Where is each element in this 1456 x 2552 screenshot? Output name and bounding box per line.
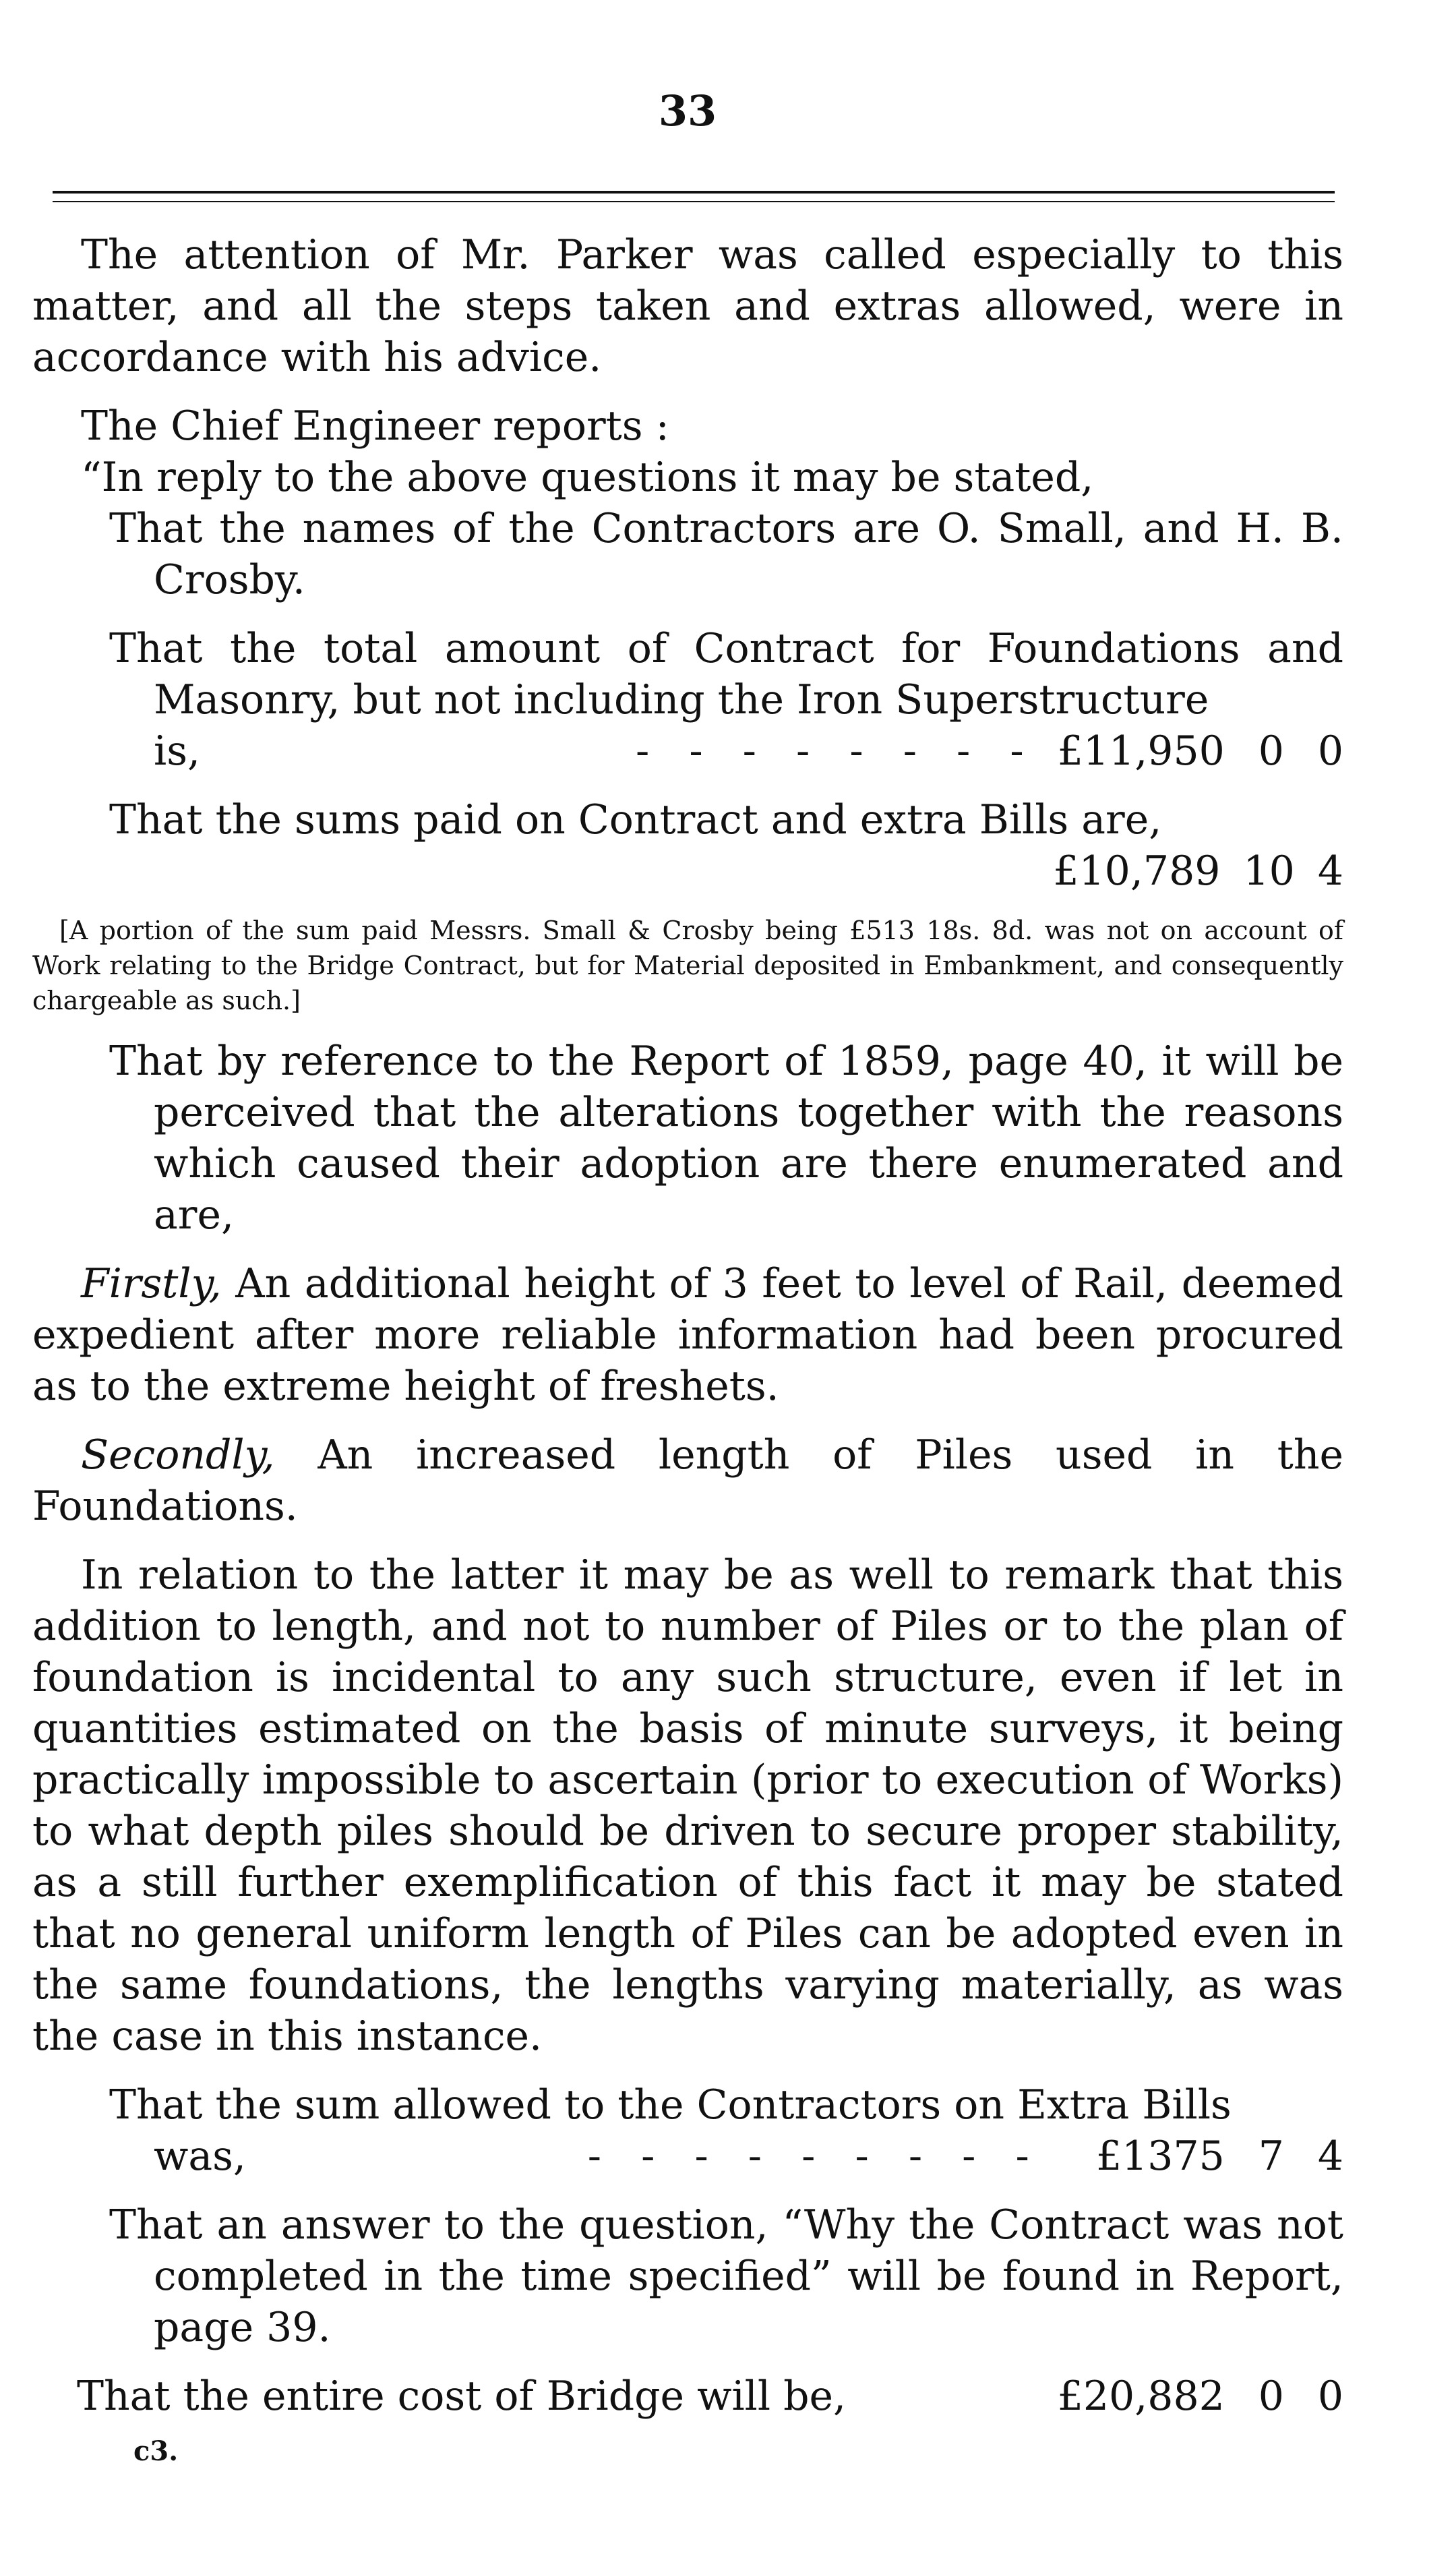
entire-cost-value — [1058, 2371, 1343, 2422]
extra-bills-text: That the sum allowed to the Contractors on Extra Bills — [109, 2081, 1232, 2129]
amount-pounds: £11,950 — [1057, 728, 1225, 775]
firstly-label: Firstly, — [81, 1260, 222, 1307]
paragraph-contractors: That the names of the Contractors are O. Small, and H. B. Crosby. — [109, 505, 1343, 603]
paragraph-relation: In relation to the latter it may be as well to remark that this addition to length, and not to number of Piles or to the plan of foundation is incidental to any such structure, even if let in quantities estimated on the basis of minute surveys, it being practically impossible to ascertain (prior to execution of Works) to what depth piles should be driven to secure proper stability, as a still further exemplification of this fact it may be stated that no general uniform length of Piles can be adopted even in the same foundations, the lengths varying materially, as was the case in this instance. — [32, 1551, 1343, 2060]
total-amount-value — [1058, 725, 1343, 777]
page-number: 33 — [658, 86, 717, 136]
amount-pounds: £1375 — [1095, 2133, 1225, 2180]
paragraph-secondly — [32, 1429, 1343, 1532]
sums-paid-text: That the sums paid on Contract and extra Bills are, — [109, 796, 1162, 843]
secondly-label: Secondly, — [81, 1431, 275, 1479]
total-amount-text: That the total amount of Contract for Foundations and Masonry, but not including the Iron Superstructure — [109, 625, 1343, 723]
leader-dashes: - - - - - - - - — [635, 728, 1037, 775]
amount-pence: 4 — [1317, 2133, 1343, 2180]
secondly-text: An increased length of Piles used in the Foundations. — [32, 1431, 1344, 1530]
amount-shillings: 0 — [1258, 2373, 1284, 2420]
amount-shillings: 0 — [1258, 728, 1284, 775]
total-amount-line — [32, 725, 1343, 777]
amount-pence: 0 — [1317, 2373, 1343, 2420]
amount-pounds: £20,882 — [1057, 2373, 1225, 2420]
paragraph-reply: “In reply to the above questions it may be stated, — [81, 454, 1094, 501]
amount-shillings: 10 — [1243, 848, 1295, 895]
paragraph-sums-paid — [32, 794, 1343, 897]
header-rule-thick — [53, 191, 1335, 194]
paragraph-question-answer: That an answer to the question, “Why the Contract was not completed in the time specified” will be found in Report, page 39. — [109, 2201, 1343, 2351]
extra-bills-line — [32, 2131, 1343, 2182]
amount-shillings: 7 — [1258, 2133, 1284, 2180]
amount-pounds: £10,789 — [1053, 848, 1221, 895]
paragraph-extra-bills — [32, 2079, 1343, 2182]
bracket-note: [A portion of the sum paid Messrs. Small & Crosby being £513 18s. 8d. was not on account of Work relating to the Bridge Contract, but for Material deposited in Embankment, and consequently chargeable as such.] — [32, 916, 1343, 1015]
extra-bills-value — [1063, 2131, 1343, 2182]
total-amount-tail: is, — [154, 728, 201, 775]
signature-mark: c3. — [133, 2435, 179, 2467]
paragraph-firstly — [32, 1258, 1343, 1412]
firstly-text: An additional height of 3 feet to level of Rail, deemed expedient after more reliable information had been procured as to the extreme height of freshets. — [32, 1260, 1343, 1410]
entire-cost-text: That the entire cost of Bridge will be, — [77, 2373, 847, 2420]
sums-paid-line — [32, 845, 1343, 897]
paragraph-total-amount — [32, 623, 1343, 777]
paragraph-attention: The attention of Mr. Parker was called especially to this matter, and all the steps taken and extras allowed, were in accordance with his advice. — [32, 231, 1343, 381]
leader-dashes: - - - - - - - - - — [587, 2133, 1043, 2180]
extra-bills-tail: was, — [154, 2133, 246, 2180]
paragraph-entire-cost — [32, 2371, 1343, 2422]
paragraph-chief-engineer: The Chief Engineer reports : — [81, 403, 669, 450]
paragraph-report-reference: That by reference to the Report of 1859, page 40, it will be perceived that the alterations together with the reasons which caused their adoption are there enumerated and are, — [109, 1038, 1343, 1239]
header-rule-thin — [53, 201, 1335, 202]
sums-paid-value — [1053, 845, 1343, 897]
page-body — [32, 229, 1343, 2477]
amount-pence: 4 — [1317, 848, 1343, 895]
amount-pence: 0 — [1317, 728, 1343, 775]
